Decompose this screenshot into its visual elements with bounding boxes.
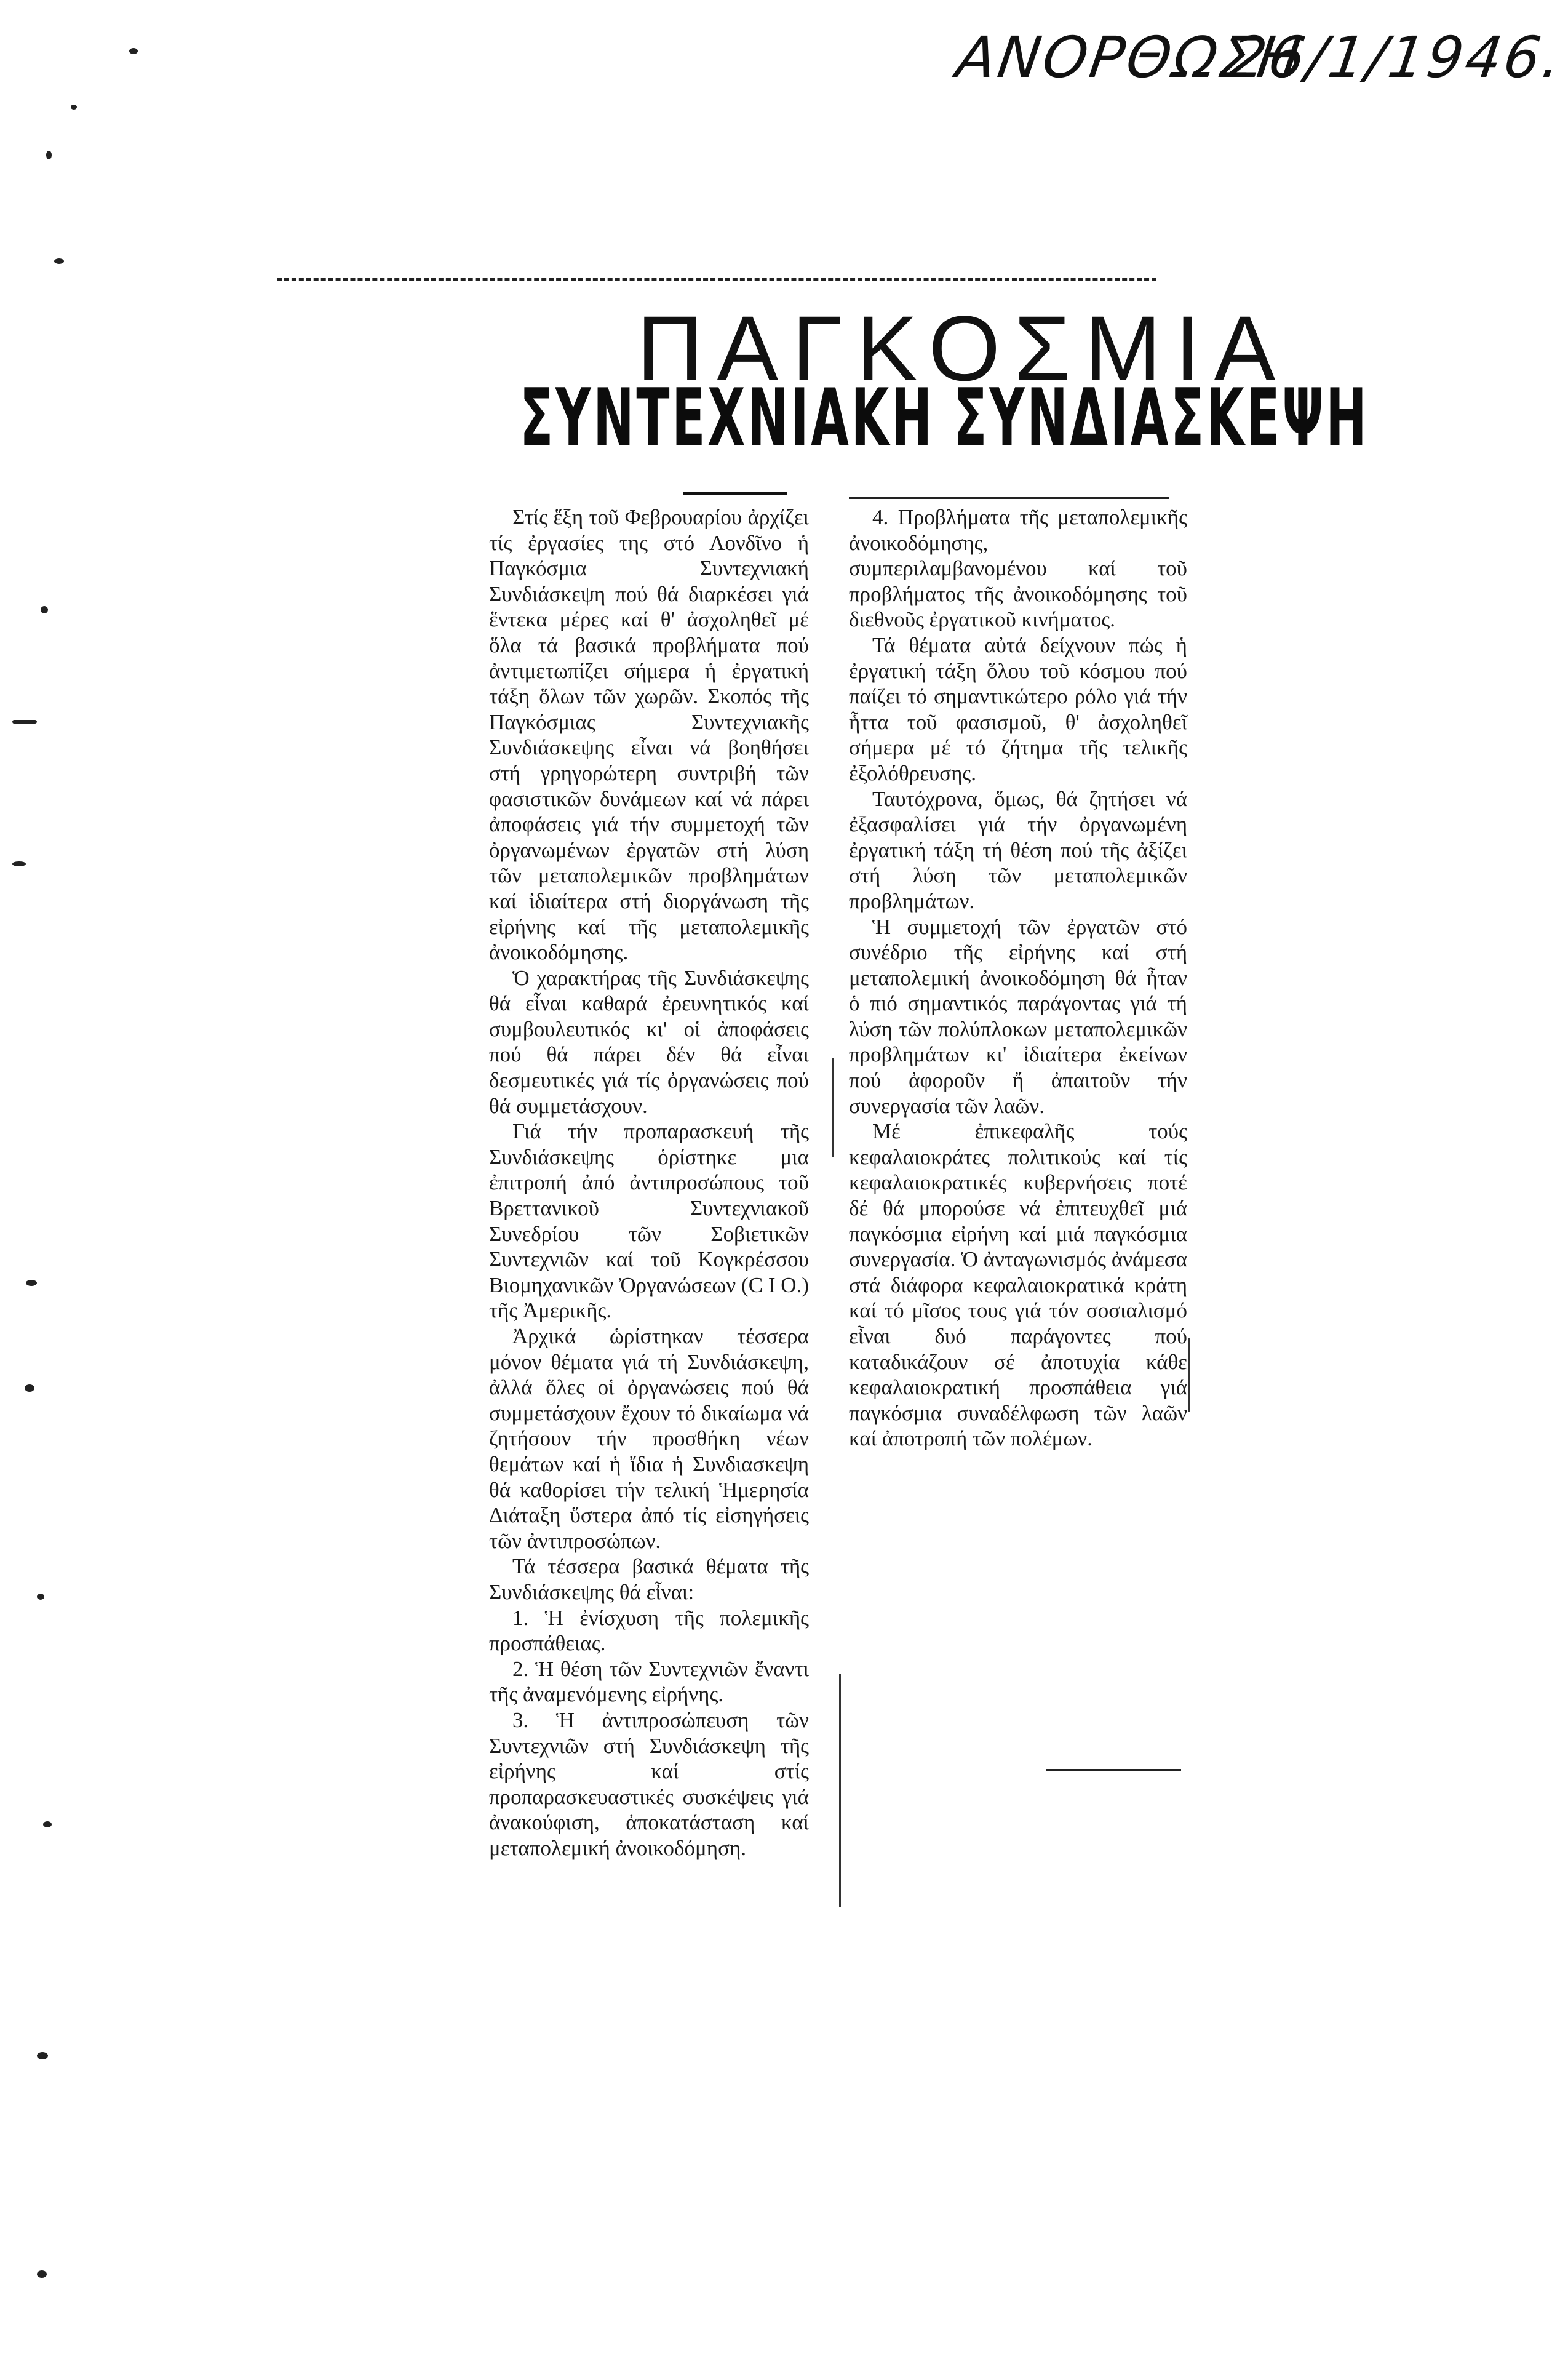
- scan-speck: [43, 1821, 52, 1827]
- list-item: 2. Ἡ θέση τῶν Συντεχνιῶν ἔναντι τῆς ἀναμενόμενης εἰρήνης.: [489, 1656, 809, 1707]
- handwritten-date: 26/1/1946.: [1225, 25, 1568, 90]
- paragraph: Μέ ἐπικεφαλῆς τούς κεφαλαιοκράτες πολιτικούς καί τίς κεφαλαιοκρατικές κυβερνήσεις ποτέ δέ θά μπορούσε νά ἐπιτευχθεῖ μιά παγκόσμια εἰρήνη καί μιά παγκόσμια συνεργασία. Ὁ ἀνταγωνισμός ἀνάμεσα στά διάφορα κεφαλαιοκρατικά κράτη καί τό μῖσος τους γιά τόν σοσιαλισμό εἶναι δυό παράγοντες πού καταδικάζουν σέ ἀποτυχία κάθε κεφαλαιοκρατική προσπάθεια γιά παγκόσμια συναδέλφωση τῶν λαῶν καί ἀποτροπή τῶν πολέμων.: [849, 1119, 1187, 1451]
- right-column-top-rule: [849, 497, 1169, 499]
- list-item: 4. Προβλήματα τῆς μεταπολεμικῆς ἀνοικοδόμησης, συμπεριλαμβανομένου καί τοῦ προβλήματος τῆς ἀνοικοδόμησης τοῦ διεθνοῦς ἐργατικοῦ κινήματος.: [849, 505, 1187, 632]
- scan-speck: [37, 2052, 48, 2059]
- paragraph: Ταυτόχρονα, ὅμως, θά ζητήσει νά ἐξασφαλίσει γιά τήν ὀργανωμένη ἐργατική τάξη τή θέση πού τῆς ἀξίζει στή λύση τῶν μεταπολεμικῶν προβλημάτων.: [849, 786, 1187, 913]
- scan-speck: [41, 606, 48, 613]
- scan-speck: [54, 258, 64, 264]
- scan-speck: [37, 1594, 44, 1600]
- paragraph: Ὁ χαρακτήρας τῆς Συνδιάσκεψης θά εἶναι καθαρά ἐρευνητικός καί συμβουλευτικός κι' οἱ ἀποφάσεις πού θά πάρει δέν θά εἶναι δεσμευτικές γιά τίς ὀργανώσεις πού θά συμμετάσχουν.: [489, 965, 809, 1118]
- article-column-left: [489, 505, 809, 1861]
- list-item: 1. Ἡ ἐνίσχυση τῆς πολεμικῆς προσπάθειας.: [489, 1605, 809, 1656]
- scan-speck: [25, 1384, 34, 1392]
- list-item: 3. Ἡ ἀντιπροσώπευση τῶν Συντεχνιῶν στή Συνδιάσκεψη τῆς εἰρήνης καί στίς προπαρασκευαστικές συσκέψεις γιά ἀνακούφιση, ἀποκατάσταση καί μεταπολεμική ἀνοικοδόμηση.: [489, 1707, 809, 1860]
- scan-speck: [46, 151, 52, 159]
- paragraph: Τά θέματα αὐτά δείχνουν πώς ἡ ἐργατική τάξη ὅλου τοῦ κόσμου πού παίζει τό σημαντικώτερο ρόλο γιά τήν ἧττα τοῦ φασισμοῦ, θ' ἀσχοληθεῖ σήμερα μέ τό ζήτημα τῆς τελικῆς ἐξολόθρευσης.: [849, 633, 1187, 785]
- paragraph: Ἡ συμμετοχή τῶν ἐργατῶν στό συνέδριο τῆς εἰρήνης καί στή μεταπολεμική ἀνοικοδόμηση θά ἦταν ὁ πιό σημαντικός παράγοντας γιά τή λύση τῶν πολύπλοκων μεταπολεμικῶν προβλημάτων κι' ἰδιαίτερα ἐκείνων πού ἀφοροῦν ἤ ἀπαιτοῦν τήν συνεργασία τῶν λαῶν.: [849, 914, 1187, 1118]
- scan-speck: [12, 861, 26, 866]
- paragraph: Ἀρχικά ὡρίστηκαν τέσσερα μόνον θέματα γιά τή Συνδιάσκεψη, ἀλλά ὅλες οἱ ὀργανώσεις πού θά συμμετάσχουν ἔχουν τό δικαίωμα νά ζητήσουν τήν προσθήκη νέων θεμάτων καί ἡ ἴδια ἡ Συνδιασκεψη θά καθορίσει τήν τελική Ἡμερησία Διάταξη ὕστερα ἀπό τίς εἰσηγήσεις τῶν ἀντιπροσώπων.: [489, 1324, 809, 1553]
- paragraph: Τά τέσσερα βασικά θέματα τῆς Συνδιάσκεψης θά εἶναι:: [489, 1554, 809, 1604]
- scan-speck: [71, 105, 77, 110]
- column-divider: [832, 1058, 834, 1157]
- scan-speck: [37, 2270, 47, 2278]
- article-title: ΠΑΓΚΟΣΜΙΑ: [637, 297, 1289, 400]
- scan-speck: [26, 1280, 37, 1286]
- title-underline: [683, 492, 787, 495]
- scan-speck: [129, 48, 138, 54]
- handwritten-paper-name: ΑΝΟΡΘΩΣΗ: [952, 25, 1308, 90]
- paragraph: Γιά τήν προπαρασκευή τῆς Συνδιάσκεψης ὁρίστηκε μια ἐπιτροπή ἀπό ἀντιπροσώπους τοῦ Βρεττανικοῦ Συντεχνιακοῦ Συνεδρίου τῶν Σοβιετικῶν Συντεχνιῶν καί τοῦ Κογκρέσσου Βιομηχανικῶν Ὀργανώσεων (C I O.) τῆς Ἀμερικῆς.: [489, 1119, 809, 1323]
- article-end-rule: [1046, 1769, 1181, 1771]
- column-divider: [839, 1674, 841, 1907]
- paragraph: Στίς ἕξη τοῦ Φεβρουαρίου ἀρχίζει τίς ἐργασίες της στό Λονδῖνο ἡ Παγκόσμια Συντεχνιακή Συνδιάσκεψη πού θά διαρκέσει γιά ἕντεκα μέρες καί θ' ἀσχοληθεῖ μέ ὅλα τά βασικά προβλήματα πού ἀντιμετωπίζει σήμερα ἡ ἐργατική τάξη ὅλων τῶν χωρῶν. Σκοπός τῆς Παγκόσμιας Συντεχνιακῆς Συνδιάσκεψης εἶναι νά βοηθήσει στή γρηγορώτερη συντριβή τῶν φασιστικῶν δυνάμεων καί νά πάρει ἀποφάσεις γιά τήν συμμετοχή τῶν ὀργανωμένων ἐργατῶν στή λύση τῶν μεταπολεμικῶν προβλημάτων καί ἰδιαίτερα στή διοργάνωση τῆς εἰρήνης καί τῆς μεταπολεμικῆς ἀνοικοδόμησης.: [489, 505, 809, 965]
- clipping-top-rule: [277, 278, 1156, 281]
- article-column-right: [849, 505, 1187, 1452]
- article-subtitle: ΣΥΝΤΕΧΝΙΑΚΗ ΣΥΝΔΙΑΣΚΕΨΗ: [520, 372, 1369, 464]
- column-divider: [1188, 1338, 1190, 1412]
- scan-speck: [12, 720, 37, 724]
